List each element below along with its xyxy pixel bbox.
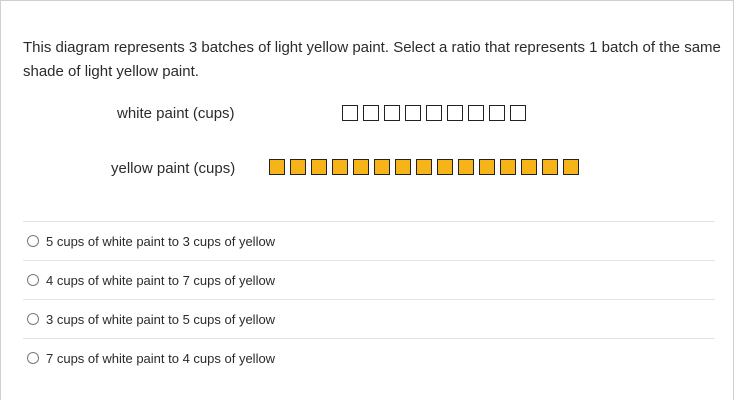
radio-button-icon[interactable] [27,352,39,364]
white-paint-cup-square [447,105,463,121]
yellow-paint-cup-square [416,159,432,175]
answer-option-label: 3 cups of white paint to 5 cups of yellow [46,311,276,327]
yellow-paint-cup-square [332,159,348,175]
white-paint-cup-square [405,105,421,121]
radio-button-icon[interactable] [27,235,39,247]
yellow-paint-cup-square [479,159,495,175]
white-paint-label: white paint (cups) [117,105,235,122]
answer-option-1[interactable] [23,221,715,260]
answer-option-label: 4 cups of white paint to 7 cups of yellow [46,272,276,288]
question-prompt: This diagram represents 3 batches of light yellow paint. Select a ratio that represents 1 batch of the same shade of light yellow paint. [23,39,721,80]
yellow-paint-cup-square [458,159,474,175]
white-paint-cup-square [426,105,442,121]
yellow-paint-cup-square [563,159,579,175]
answer-option-2[interactable] [23,260,715,299]
radio-button-icon[interactable] [27,274,39,286]
yellow-paint-cup-square [521,159,537,175]
yellow-paint-cup-square [311,159,327,175]
white-paint-cup-square [384,105,400,121]
white-paint-squares [342,105,526,121]
yellow-paint-cup-square [269,159,285,175]
answer-option-label: 5 cups of white paint to 3 cups of yellow [46,233,276,249]
yellow-paint-cup-square [290,159,306,175]
answer-options [23,221,715,377]
answer-option-label: 7 cups of white paint to 4 cups of yellow [46,350,276,366]
white-paint-cup-square [363,105,379,121]
yellow-paint-label: yellow paint (cups) [111,160,236,177]
yellow-paint-cup-square [374,159,390,175]
yellow-paint-cup-square [500,159,516,175]
answer-option-4[interactable] [23,338,715,377]
white-paint-cup-square [342,105,358,121]
radio-button-icon[interactable] [27,313,39,325]
white-paint-cup-square [489,105,505,121]
yellow-paint-cup-square [437,159,453,175]
answer-option-3[interactable] [23,299,715,338]
yellow-paint-cup-square [353,159,369,175]
yellow-paint-cup-square [542,159,558,175]
white-paint-cup-square [468,105,484,121]
yellow-paint-squares [269,159,579,175]
yellow-paint-cup-square [395,159,411,175]
white-paint-cup-square [510,105,526,121]
